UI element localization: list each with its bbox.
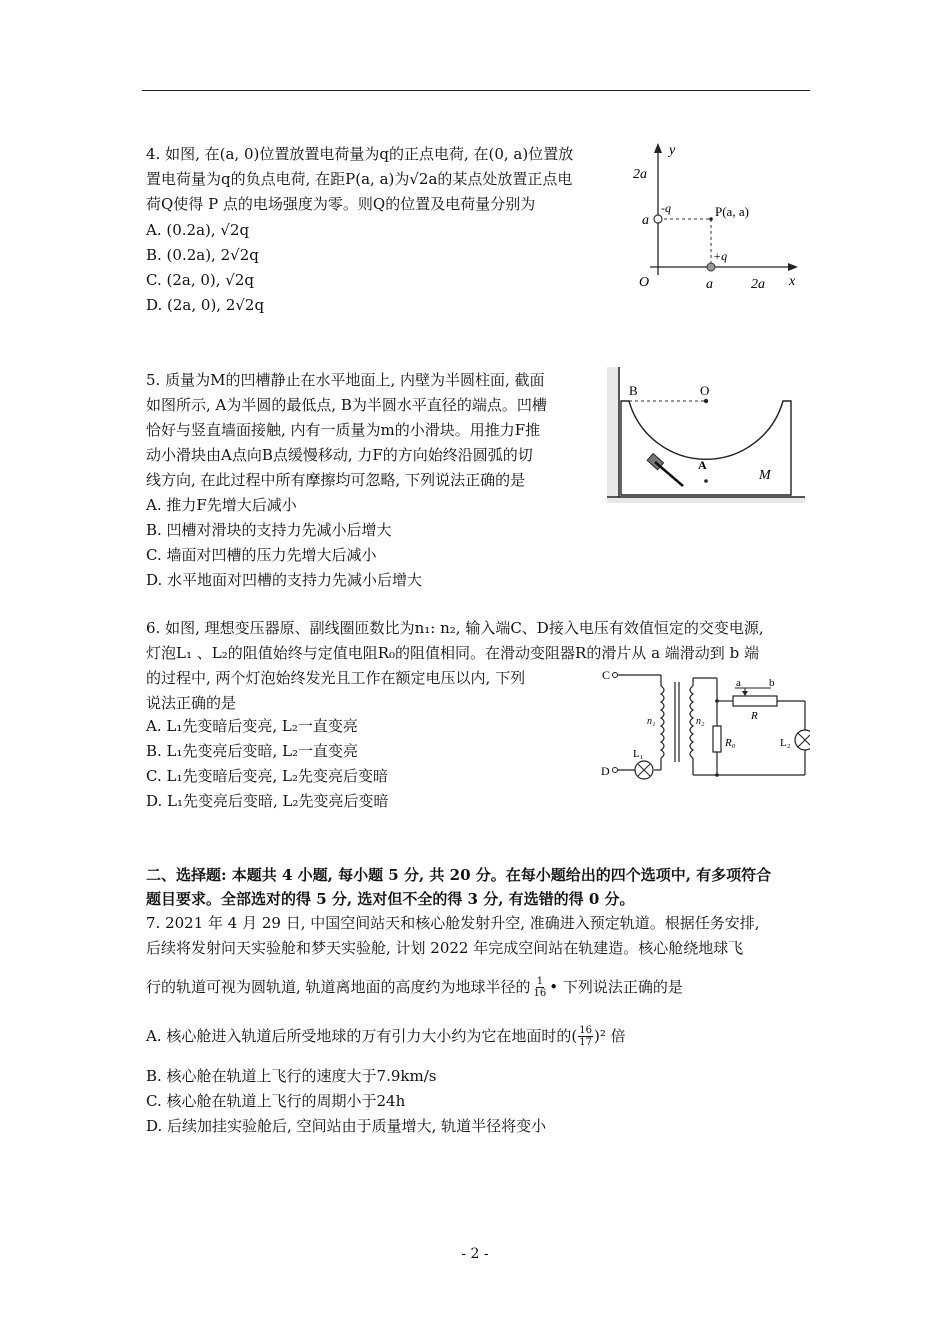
q6-secondary-coil: [690, 686, 693, 758]
header-rule: [142, 90, 810, 91]
q5-option-b: B. 凹槽对滑块的支持力先减小后增大: [146, 521, 392, 539]
q5-stem-line1: 5. 质量为M的凹槽静止在水平地面上, 内壁为半圆柱面, 截面: [146, 371, 545, 389]
q4-label-y: y: [669, 143, 676, 158]
q4-negative-charge: [654, 215, 662, 223]
q6-terminal-c: [613, 673, 618, 678]
q7-fraction-den: 16: [533, 988, 547, 999]
q4-stem-line2: 置电荷量为q的负点电荷, 在距P(a, a)为√2a的某点处放置正点电: [146, 170, 573, 188]
q6-rheostat-r: [733, 696, 777, 706]
q7-option-b: B. 核心舱在轨道上飞行的速度大于7.9km/s: [146, 1067, 437, 1085]
q6-option-a: A. L₁先变暗后变亮, L₂一直变亮: [146, 717, 358, 735]
q6-label-b: b: [769, 677, 775, 689]
q6-figure: [595, 664, 810, 782]
q4-label-pos: +q: [713, 249, 728, 263]
q4-y-arrow: [654, 143, 662, 153]
q4-label-x: x: [789, 274, 796, 289]
q5-option-a: A. 推力F先增大后减小: [146, 496, 297, 514]
q4-label-origin: O: [639, 275, 650, 290]
q5-figure: [603, 365, 808, 505]
q7-option-a-tail: )² 倍: [593, 1027, 626, 1045]
q5-point-a: [704, 479, 708, 483]
q7-option-a: [146, 1024, 626, 1049]
q6-label-l2: L₂: [780, 737, 791, 749]
q5-label-o: O: [700, 383, 710, 398]
q6-label-c: C: [602, 668, 611, 682]
q4-figure: [625, 140, 805, 295]
q5-stem-line4: 动小滑块由A点向B点缓慢移动, 力F的方向始终沿圆弧的切: [146, 446, 533, 464]
q7-stem-line1: 7. 2021 年 4 月 29 日, 中国空间站天和核心舱发射升空, 准确进入预定轨道。根据任务安排,: [146, 914, 760, 932]
q7-option-a-num: 16: [579, 1025, 592, 1036]
q5-stem-line3: 恰好与竖直墙面接触, 内有一质量为m的小滑块。用推力F推: [146, 421, 541, 439]
q6-option-c: C. L₁先变暗后变亮, L₂先变亮后变暗: [146, 767, 388, 785]
q7-stem-line3: [146, 975, 683, 1000]
section2-title-line1: 二、选择题: 本题共 4 小题, 每小题 5 分, 共 20 分。在每小题给出的四个选项中, 有多项符合: [146, 866, 772, 884]
q6-label-a: a: [736, 677, 741, 689]
q4-label-ya: a: [642, 213, 649, 228]
q6-label-n2: n₂: [696, 716, 705, 727]
q4-option-c: C. (2a, 0), √2q: [146, 271, 254, 289]
q6-option-b: B. L₁先变亮后变暗, L₂一直变亮: [146, 742, 359, 760]
q6-terminal-d: [613, 768, 618, 773]
q4-label-x2a: 2a: [751, 277, 765, 292]
q6-junction-bottom: [715, 773, 719, 777]
page-number: - 2 -: [461, 1246, 489, 1262]
q4-option-b: B. (0.2a), 2√2q: [146, 246, 259, 264]
q7-stem-line3-text: 行的轨道可视为圆轨道, 轨道离地面的高度约为地球半径的: [146, 978, 531, 996]
section2-title-line2: 题目要求。全部选对的得 5 分, 选对但不全的得 3 分, 有选错的得 0 分。: [146, 890, 635, 908]
q6-label-r: R: [751, 710, 758, 722]
q5-label-a: A: [698, 458, 707, 472]
q6-label-d: D: [601, 764, 610, 778]
q5-stem-line5: 线方向, 在此过程中所有摩擦均可忽略, 下列说法正确的是: [146, 471, 526, 489]
q5-option-d: D. 水平地面对凹槽的支持力先减小后增大: [146, 571, 423, 589]
q6-primary-coil: [661, 686, 664, 758]
q4-x-arrow: [788, 263, 798, 271]
q6-stem-line1: 6. 如图, 理想变压器原、副线圈匝数比为n₁: n₂, 输入端C、D接入电压有效值恒定的交变电源,: [146, 619, 764, 637]
q4-point-p: [709, 217, 713, 221]
q5-wall-hatch: [607, 367, 619, 497]
q6-stem-line2: 灯泡L₁ 、L₂的阻值始终与定值电阻R₀的阻值相同。在滑动变阻器R的滑片从 a 端滑动到 b 端: [146, 644, 759, 662]
q7-option-d: D. 后续加挂实验舱后, 空间站由于质量增大, 轨道半径将变小: [146, 1117, 547, 1135]
q7-option-a-den: 17: [579, 1037, 592, 1048]
q7-option-c: C. 核心舱在轨道上飞行的周期小于24h: [146, 1092, 406, 1110]
q7-fraction: [534, 976, 547, 999]
q7-stem-line2: 后续将发射问天实验舱和梦天实验舱, 计划 2022 年完成空间站在轨建造。核心舱绕地球飞: [146, 939, 744, 957]
q6-label-n1: n₁: [647, 716, 656, 727]
q7-option-a-text: A. 核心舱进入轨道后所受地球的万有引力大小约为它在地面时的(: [146, 1027, 578, 1045]
q4-label-p: P(a, a): [715, 204, 749, 219]
q4-label-neg: -q: [661, 201, 671, 215]
q5-option-c: C. 墙面对凹槽的压力先增大后减小: [146, 546, 377, 564]
q6-resistor-r0: [713, 726, 721, 752]
q5-label-m: M: [759, 468, 771, 483]
q6-slider-arrow: [742, 691, 748, 696]
q6-lamp-l2: [795, 730, 810, 750]
q6-label-r0: R₀: [725, 737, 736, 749]
q6-label-l1: L₁: [633, 748, 644, 760]
q6-junction-top: [715, 699, 719, 703]
q5-label-b: B: [629, 383, 638, 398]
q7-stem-line3-tail: • 下列说法正确的是: [549, 978, 683, 996]
q6-stem-line4: 说法正确的是: [146, 694, 237, 712]
q4-label-y2a: 2a: [633, 167, 647, 182]
q4-option-d: D. (2a, 0), 2√2q: [146, 296, 265, 314]
q4-stem-line3: 荷Q使得 P 点的电场强度为零。则Q的位置及电荷量分别为: [146, 195, 536, 213]
q4-label-xa: a: [706, 277, 713, 292]
q6-stem-line3: 的过程中, 两个灯泡始终发光且工作在额定电压以内, 下列: [146, 669, 526, 687]
q7-fraction-num: 1: [536, 976, 544, 987]
q4-option-a: A. (0.2a), √2q: [146, 221, 250, 239]
q5-ground-hatch: [607, 497, 805, 503]
q4-positive-charge: [707, 263, 715, 271]
q6-option-d: D. L₁先变亮后变暗, L₂先变亮后变暗: [146, 792, 389, 810]
q7-option-a-fraction: [578, 1025, 593, 1048]
q4-stem-line1: 4. 如图, 在(a, 0)位置放置电荷量为q的正点电荷, 在(0, a)位置放: [146, 145, 574, 163]
q5-stem-line2: 如图所示, A为半圆的最低点, B为半圆水平直径的端点。凹槽: [146, 396, 547, 414]
q5-center-o: [704, 399, 708, 403]
